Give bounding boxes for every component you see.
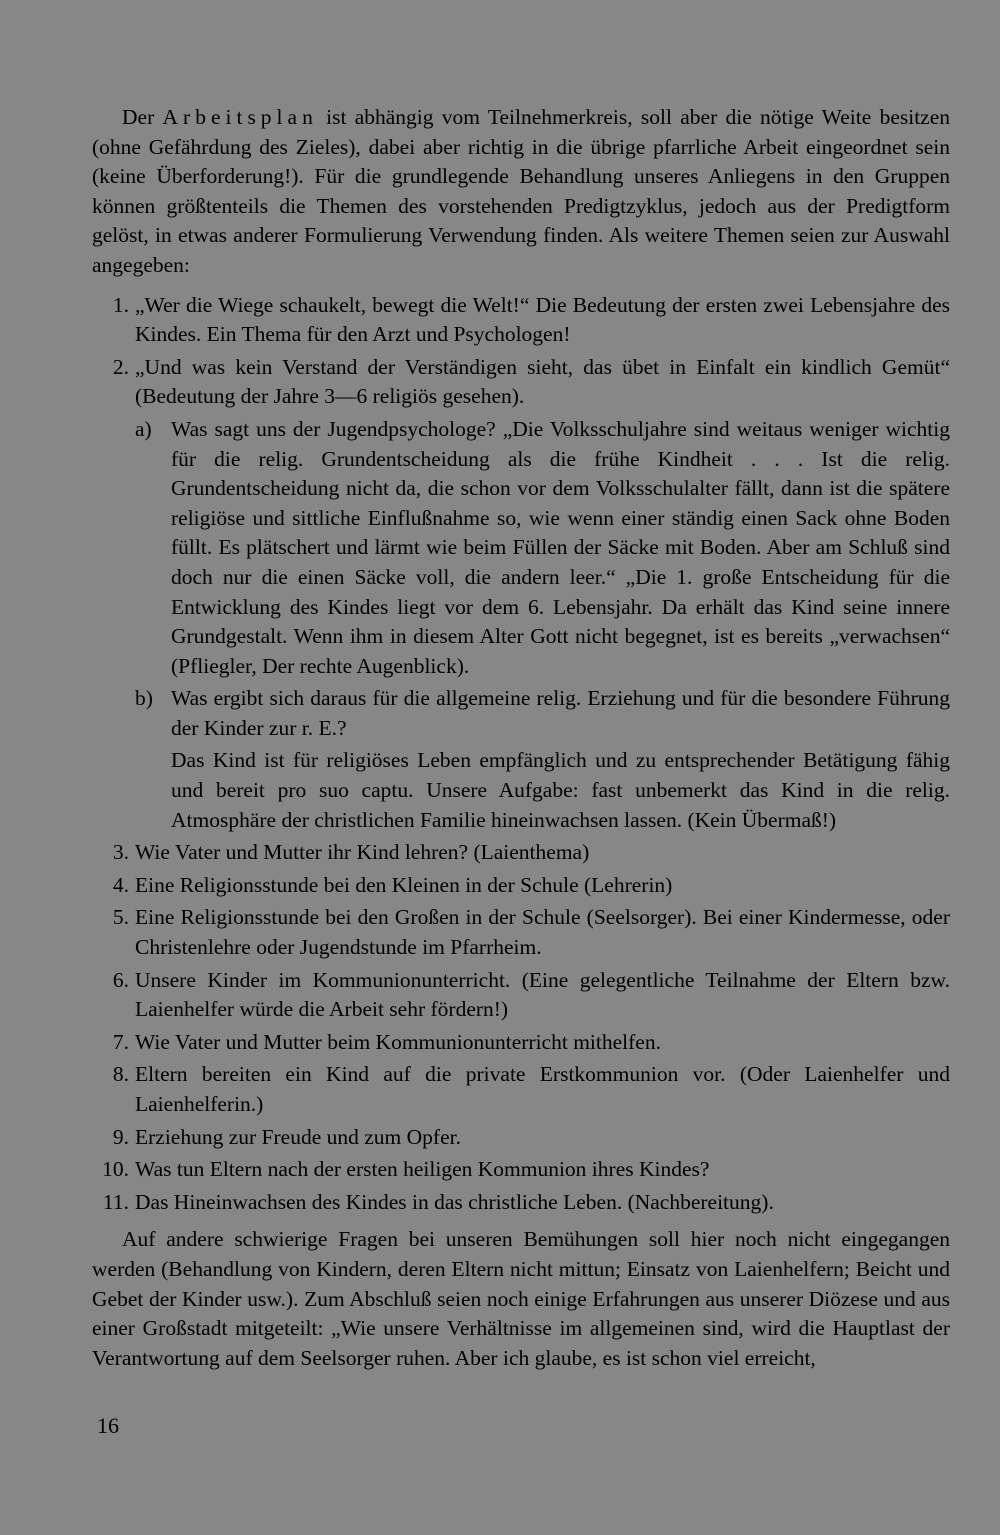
item-number: 6. — [112, 967, 129, 992]
list-item — [92, 353, 950, 412]
sub-item-text: Was ergibt sich daraus für die allgemeine relig. Erziehung und für die besondere Führung der Kinder zur r. E.? — [171, 686, 950, 740]
closing-paragraph: Auf andere schwierige Fragen bei unseren Bemühungen soll hier noch nicht eingegangen werden (Behandlung von Kindern, deren Eltern nicht mittun; Einsatz von Laienhelfern; Beicht und Gebet der Kinder usw.). Zum Abschluß seien noch einige Erfahrungen aus unserer Diözese und aus einer Großstadt mitgeteilt: „Wie unsere Verhältnisse im allgemeinen sind, wird die Hauptlast der Verantwortung auf dem Seelsorger ruhen. Aber ich glaube, es ist schon viel erreicht, — [92, 1227, 950, 1370]
item-text: Wie Vater und Mutter ihr Kind lehren? (Laienthema) — [135, 840, 590, 865]
item-text: Das Hineinwachsen des Kindes in das christliche Leben. (Nachbereitung). — [135, 1189, 774, 1214]
item-number: 2. — [112, 354, 129, 379]
topic-list — [92, 291, 950, 1218]
intro-spaced-term: Arbeitsplan — [162, 105, 318, 129]
list-item — [92, 871, 950, 901]
item-number: 11. — [102, 1189, 129, 1214]
item-number: 7. — [112, 1029, 129, 1054]
intro-rest: ist abhängig vom Teilnehmerkreis, soll aber die nötige Weite besitzen (ohne Gefährdung des Zieles), dabei aber richtig in die übrige pfarrliche Arbeit eingeordnet sein (keine Überforderung!). Für die grundlegende Behandlung unseres Anliegens in den Gruppen können größtenteils die Themen des vorstehenden Predigtzyklus, jedoch aus der Predigtform gelöst, in etwas anderer Formulierung Verwendung finden. Als weitere Themen seien zur Auswahl angegeben: — [92, 105, 951, 277]
item-number: 5. — [112, 905, 129, 930]
item-text: „Und was kein Verstand der Verständigen sieht, das übet in Einfalt ein kindlich Gemüt“ (Bedeutung der Jahre 3—6 religiös gesehen). — [135, 354, 950, 409]
list-item — [92, 966, 950, 1025]
intro-lead: Der — [122, 105, 163, 129]
list-item — [92, 1060, 950, 1119]
item-text: Erziehung zur Freude und zum Opfer. — [135, 1124, 461, 1149]
item-text: Unsere Kinder im Kommunionunterricht. (Eine gelegentliche Teilnahme der Eltern bzw. Laienhelfer würde die Arbeit sehr fördern!) — [135, 967, 950, 1022]
item-number: 4. — [112, 872, 129, 897]
item-number: 3. — [112, 840, 129, 865]
list-item — [92, 1123, 950, 1153]
list-item — [92, 838, 950, 868]
sub-item-a — [92, 415, 950, 681]
item-text: Eine Religionsstunde bei den Großen in der Schule (Seelsorger). Bei einer Kindermesse, oder Christenlehre oder Jugendstunde im Pfarrheim. — [135, 905, 950, 960]
sub-item-b — [92, 684, 950, 743]
item-text: „Wer die Wiege schaukelt, bewegt die Welt!“ Die Bedeutung der ersten zwei Lebensjahre des Kindes. Ein Thema für den Arzt und Psychologen! — [135, 292, 950, 347]
list-item — [92, 1188, 950, 1218]
sub-item-label: a) — [135, 416, 152, 441]
item-number: 8. — [112, 1062, 129, 1087]
item-text: Eltern bereiten ein Kind auf die private Erstkommunion vor. (Oder Laienhelfer und Laienhelferin.) — [135, 1062, 950, 1116]
page-number: 16 — [97, 1413, 119, 1438]
list-item — [92, 903, 950, 962]
item-text: Was tun Eltern nach der ersten heiligen Kommunion ihres Kindes? — [135, 1157, 710, 1182]
item-number: 10. — [102, 1157, 129, 1182]
sub-item-label: b) — [135, 686, 153, 711]
list-item — [92, 1028, 950, 1058]
list-item — [92, 1155, 950, 1185]
item-text: Eine Religionsstunde bei den Kleinen in der Schule (Lehrerin) — [135, 872, 673, 897]
sub-item-b-continuation: Das Kind ist für religiöses Leben empfänglich und zu entsprechender Betätigung fähig und bereit pro suo captu. Unsere Aufgabe: fast unbemerkt das Kind in die relig. Atmosphäre der christlichen Familie hineinwachsen lassen. (Kein Übermaß!) — [171, 748, 950, 832]
item-number: 1. — [112, 292, 129, 317]
sub-item-text: Was sagt uns der Jugendpsychologe? „Die Volksschuljahre sind weitaus weniger wichtig für die relig. Grundentscheidung als die frühe Kindheit . . . Ist die relig. Grundentscheidung nicht da, die schon vor dem Volksschulalter fällt, dann ist die spätere religiöse und sittliche Einflußnahme so, wie wenn einer ständig einen Sack ohne Boden füllt. Es plätschert und lärmt wie beim Füllen der Säcke mit Boden. Aber am Schluß sind doch nur die einen Säcke voll, die andern leer.“ „Die 1. große Entscheidung für die Entwicklung des Kindes liegt vor dem 6. Lebensjahr. Da erhält das Kind seine innere Grundgestalt. Wenn ihm in diesem Alter Gott nicht begegnet, ist es bereits „verwachsen“ (Pfliegler, Der rechte Augenblick). — [171, 416, 950, 678]
intro-paragraph — [92, 103, 950, 281]
item-number: 9. — [112, 1124, 129, 1149]
list-item — [92, 291, 950, 350]
item-text: Wie Vater und Mutter beim Kommunionunterricht mithelfen. — [135, 1029, 661, 1054]
